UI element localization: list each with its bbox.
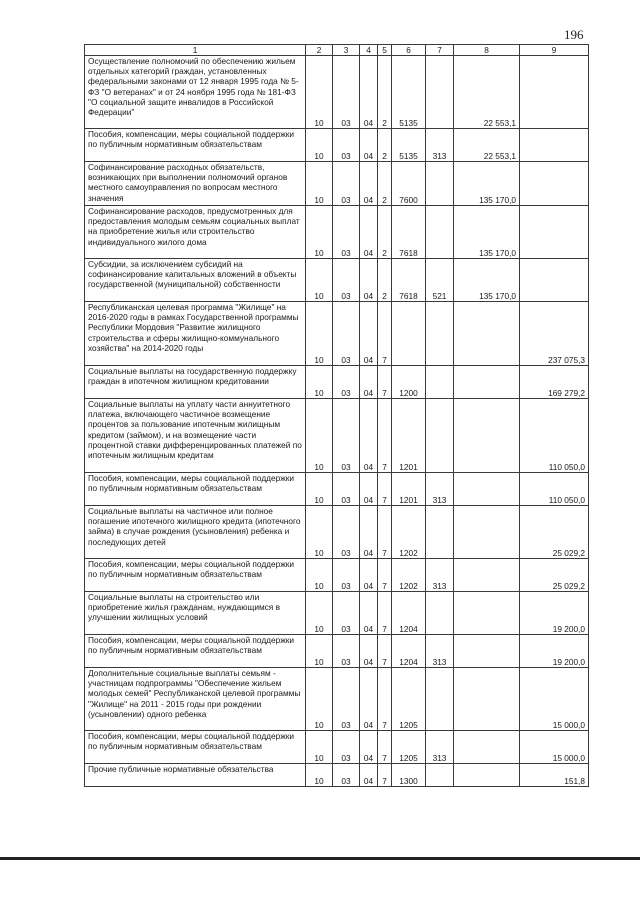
cell-amount-8: 135 170,0	[454, 259, 520, 302]
cell-section: 10	[306, 731, 333, 764]
cell-amount-9: 237 075,3	[520, 302, 589, 366]
row-name: Социальные выплаты на частичное или полное погашение ипотечного жилищного кредита (ипотечного займа) в случае рождения (усыновления) ребенка и последующих детей	[85, 506, 306, 559]
cell-amount-8	[454, 473, 520, 506]
column-header: 1	[85, 45, 306, 56]
row-name: Пособия, компенсации, меры социальной поддержки по публичным нормативным обязательствам	[85, 635, 306, 668]
cell-amount-9: 19 200,0	[520, 592, 589, 635]
row-name: Софинансирование расходных обязательств, возникающих при выполнении полномочий органов местного самоуправления по вопросам местного значения	[85, 162, 306, 206]
cell-subsection: 03	[333, 302, 360, 366]
table-row	[85, 129, 589, 162]
page-number: 196	[564, 27, 584, 42]
cell-subprogram: 7	[378, 302, 392, 366]
row-name: Социальные выплаты на строительство или приобретение жилья гражданам, нуждающимся в улучшении жилищных условий	[85, 592, 306, 635]
cell-subsection: 03	[333, 668, 360, 731]
table-row	[85, 635, 589, 668]
cell-program: 04	[360, 366, 378, 399]
cell-subprogram: 7	[378, 764, 392, 787]
cell-target-article: 7618	[392, 206, 426, 259]
table-row	[85, 399, 589, 473]
cell-subsection: 03	[333, 206, 360, 259]
cell-expense-type	[426, 56, 454, 129]
row-name: Пособия, компенсации, меры социальной поддержки по публичным нормативным обязательствам	[85, 731, 306, 764]
cell-program: 04	[360, 206, 378, 259]
cell-expense-type	[426, 302, 454, 366]
cell-subsection: 03	[333, 129, 360, 162]
footer-rule	[0, 857, 640, 860]
row-name: Пособия, компенсации, меры социальной поддержки по публичным нормативным обязательствам	[85, 473, 306, 506]
row-name: Дополнительные социальные выплаты семьям - участницам подпрограммы "Обеспечение жильем молодых семей" Республиканской целевой программы "Жилище" на 2011 - 2015 годы при рождении (усыновлении) одного ребенка	[85, 668, 306, 731]
cell-program: 04	[360, 731, 378, 764]
cell-section: 10	[306, 206, 333, 259]
cell-subprogram: 7	[378, 635, 392, 668]
cell-subprogram: 7	[378, 366, 392, 399]
cell-program: 04	[360, 592, 378, 635]
cell-amount-9: 151,8	[520, 764, 589, 787]
table-row	[85, 668, 589, 731]
cell-amount-9	[520, 206, 589, 259]
cell-expense-type	[426, 162, 454, 206]
cell-section: 10	[306, 162, 333, 206]
cell-target-article: 1300	[392, 764, 426, 787]
row-name: Социальные выплаты на государственную поддержку граждан в ипотечном жилищном кредитовании	[85, 366, 306, 399]
column-header: 5	[378, 45, 392, 56]
cell-section: 10	[306, 559, 333, 592]
cell-target-article: 7600	[392, 162, 426, 206]
cell-subsection: 03	[333, 764, 360, 787]
cell-subprogram: 2	[378, 206, 392, 259]
cell-section: 10	[306, 399, 333, 473]
cell-subsection: 03	[333, 731, 360, 764]
cell-subprogram: 2	[378, 56, 392, 129]
table-row	[85, 206, 589, 259]
cell-amount-9: 25 029,2	[520, 559, 589, 592]
cell-program: 04	[360, 668, 378, 731]
cell-program: 04	[360, 302, 378, 366]
cell-section: 10	[306, 129, 333, 162]
cell-expense-type	[426, 764, 454, 787]
cell-amount-9: 15 000,0	[520, 731, 589, 764]
cell-target-article: 1205	[392, 731, 426, 764]
cell-subsection: 03	[333, 56, 360, 129]
cell-subsection: 03	[333, 559, 360, 592]
table-row	[85, 302, 589, 366]
cell-subprogram: 7	[378, 506, 392, 559]
cell-section: 10	[306, 259, 333, 302]
cell-program: 04	[360, 56, 378, 129]
cell-amount-8	[454, 764, 520, 787]
cell-subsection: 03	[333, 473, 360, 506]
row-name: Субсидии, за исключением субсидий на софинансирование капитальных вложений в объекты государственной (муниципальной) собственности	[85, 259, 306, 302]
cell-target-article	[392, 302, 426, 366]
cell-target-article: 1204	[392, 635, 426, 668]
row-name: Социальные выплаты на уплату части аннуитетного платежа, включающего частичное возмещение процентов за пользование ипотечным жилищным кредитом (займом), и на возмещение части процентной ставки дифференцированных платежей по ипотечным жилищным кредитам	[85, 399, 306, 473]
cell-target-article: 7618	[392, 259, 426, 302]
cell-target-article: 1205	[392, 668, 426, 731]
cell-expense-type	[426, 206, 454, 259]
cell-amount-9	[520, 129, 589, 162]
cell-subprogram: 2	[378, 162, 392, 206]
cell-program: 04	[360, 559, 378, 592]
cell-target-article: 1204	[392, 592, 426, 635]
cell-section: 10	[306, 592, 333, 635]
cell-subsection: 03	[333, 506, 360, 559]
cell-expense-type	[426, 592, 454, 635]
table-row	[85, 56, 589, 129]
cell-section: 10	[306, 635, 333, 668]
column-header: 4	[360, 45, 378, 56]
column-header: 2	[306, 45, 333, 56]
cell-section: 10	[306, 506, 333, 559]
cell-amount-8	[454, 731, 520, 764]
cell-expense-type: 521	[426, 259, 454, 302]
cell-amount-9: 169 279,2	[520, 366, 589, 399]
cell-section: 10	[306, 668, 333, 731]
cell-subsection: 03	[333, 259, 360, 302]
table-row	[85, 366, 589, 399]
table-row	[85, 559, 589, 592]
cell-subsection: 03	[333, 592, 360, 635]
cell-subsection: 03	[333, 635, 360, 668]
cell-program: 04	[360, 473, 378, 506]
cell-program: 04	[360, 764, 378, 787]
cell-target-article: 5135	[392, 56, 426, 129]
cell-amount-9	[520, 259, 589, 302]
cell-section: 10	[306, 366, 333, 399]
cell-section: 10	[306, 56, 333, 129]
cell-program: 04	[360, 635, 378, 668]
cell-amount-8	[454, 559, 520, 592]
cell-target-article: 1202	[392, 506, 426, 559]
cell-expense-type: 313	[426, 559, 454, 592]
cell-target-article: 1201	[392, 399, 426, 473]
cell-expense-type: 313	[426, 731, 454, 764]
cell-subsection: 03	[333, 366, 360, 399]
cell-target-article: 1200	[392, 366, 426, 399]
cell-target-article: 5135	[392, 129, 426, 162]
cell-subsection: 03	[333, 162, 360, 206]
table-row	[85, 473, 589, 506]
row-name: Осуществление полномочий по обеспечению жильем отдельных категорий граждан, установленных федеральными законами от 12 января 1995 года № 5-ФЗ "О ветеранах" и от 24 ноября 1995 года № 181-ФЗ "О социальной защите инвалидов в Российской Федерации"	[85, 56, 306, 129]
cell-amount-9	[520, 56, 589, 129]
column-header: 6	[392, 45, 426, 56]
cell-expense-type	[426, 366, 454, 399]
cell-program: 04	[360, 506, 378, 559]
cell-subsection: 03	[333, 399, 360, 473]
cell-amount-8	[454, 668, 520, 731]
cell-amount-8: 22 553,1	[454, 56, 520, 129]
cell-section: 10	[306, 302, 333, 366]
table-row	[85, 162, 589, 206]
cell-target-article: 1201	[392, 473, 426, 506]
cell-subprogram: 7	[378, 592, 392, 635]
cell-amount-8	[454, 302, 520, 366]
cell-subprogram: 7	[378, 731, 392, 764]
cell-subprogram: 2	[378, 129, 392, 162]
cell-amount-9: 110 050,0	[520, 399, 589, 473]
cell-expense-type: 313	[426, 473, 454, 506]
cell-amount-8: 135 170,0	[454, 206, 520, 259]
column-header: 3	[333, 45, 360, 56]
cell-section: 10	[306, 473, 333, 506]
row-name: Пособия, компенсации, меры социальной поддержки по публичным нормативным обязательствам	[85, 559, 306, 592]
cell-target-article: 1202	[392, 559, 426, 592]
row-name: Пособия, компенсации, меры социальной поддержки по публичным нормативным обязательствам	[85, 129, 306, 162]
cell-amount-8	[454, 592, 520, 635]
cell-program: 04	[360, 259, 378, 302]
cell-program: 04	[360, 129, 378, 162]
cell-amount-8	[454, 506, 520, 559]
table-row	[85, 592, 589, 635]
row-name: Софинансирование расходов, предусмотренных для предоставления молодым семьям социальных выплат на приобретение жилья или строительство индивидуального жилого дома	[85, 206, 306, 259]
table-row	[85, 259, 589, 302]
cell-expense-type	[426, 399, 454, 473]
cell-subprogram: 7	[378, 668, 392, 731]
cell-amount-8	[454, 399, 520, 473]
budget-table	[84, 44, 589, 787]
cell-amount-8	[454, 366, 520, 399]
column-header: 8	[454, 45, 520, 56]
cell-subprogram: 2	[378, 259, 392, 302]
table-row	[85, 506, 589, 559]
column-header: 7	[426, 45, 454, 56]
cell-amount-8: 22 553,1	[454, 129, 520, 162]
cell-subprogram: 7	[378, 399, 392, 473]
cell-section: 10	[306, 764, 333, 787]
cell-expense-type	[426, 668, 454, 731]
cell-amount-9: 110 050,0	[520, 473, 589, 506]
cell-amount-9: 25 029,2	[520, 506, 589, 559]
cell-expense-type	[426, 506, 454, 559]
cell-subprogram: 7	[378, 559, 392, 592]
cell-program: 04	[360, 399, 378, 473]
cell-expense-type: 313	[426, 635, 454, 668]
table-row	[85, 764, 589, 787]
cell-program: 04	[360, 162, 378, 206]
cell-amount-9: 19 200,0	[520, 635, 589, 668]
cell-expense-type: 313	[426, 129, 454, 162]
table-row	[85, 731, 589, 764]
column-header: 9	[520, 45, 589, 56]
row-name: Республиканская целевая программа "Жилище" на 2016-2020 годы в рамках Государственной программы Республики Мордовия "Развитие жилищного строительства и сферы жилищно-коммунального хозяйства" на 2014-2020 годы	[85, 302, 306, 366]
table-header-row	[85, 45, 589, 56]
cell-amount-9: 15 000,0	[520, 668, 589, 731]
cell-amount-8	[454, 635, 520, 668]
cell-subprogram: 7	[378, 473, 392, 506]
cell-amount-9	[520, 162, 589, 206]
row-name: Прочие публичные нормативные обязательства	[85, 764, 306, 787]
cell-amount-8: 135 170,0	[454, 162, 520, 206]
